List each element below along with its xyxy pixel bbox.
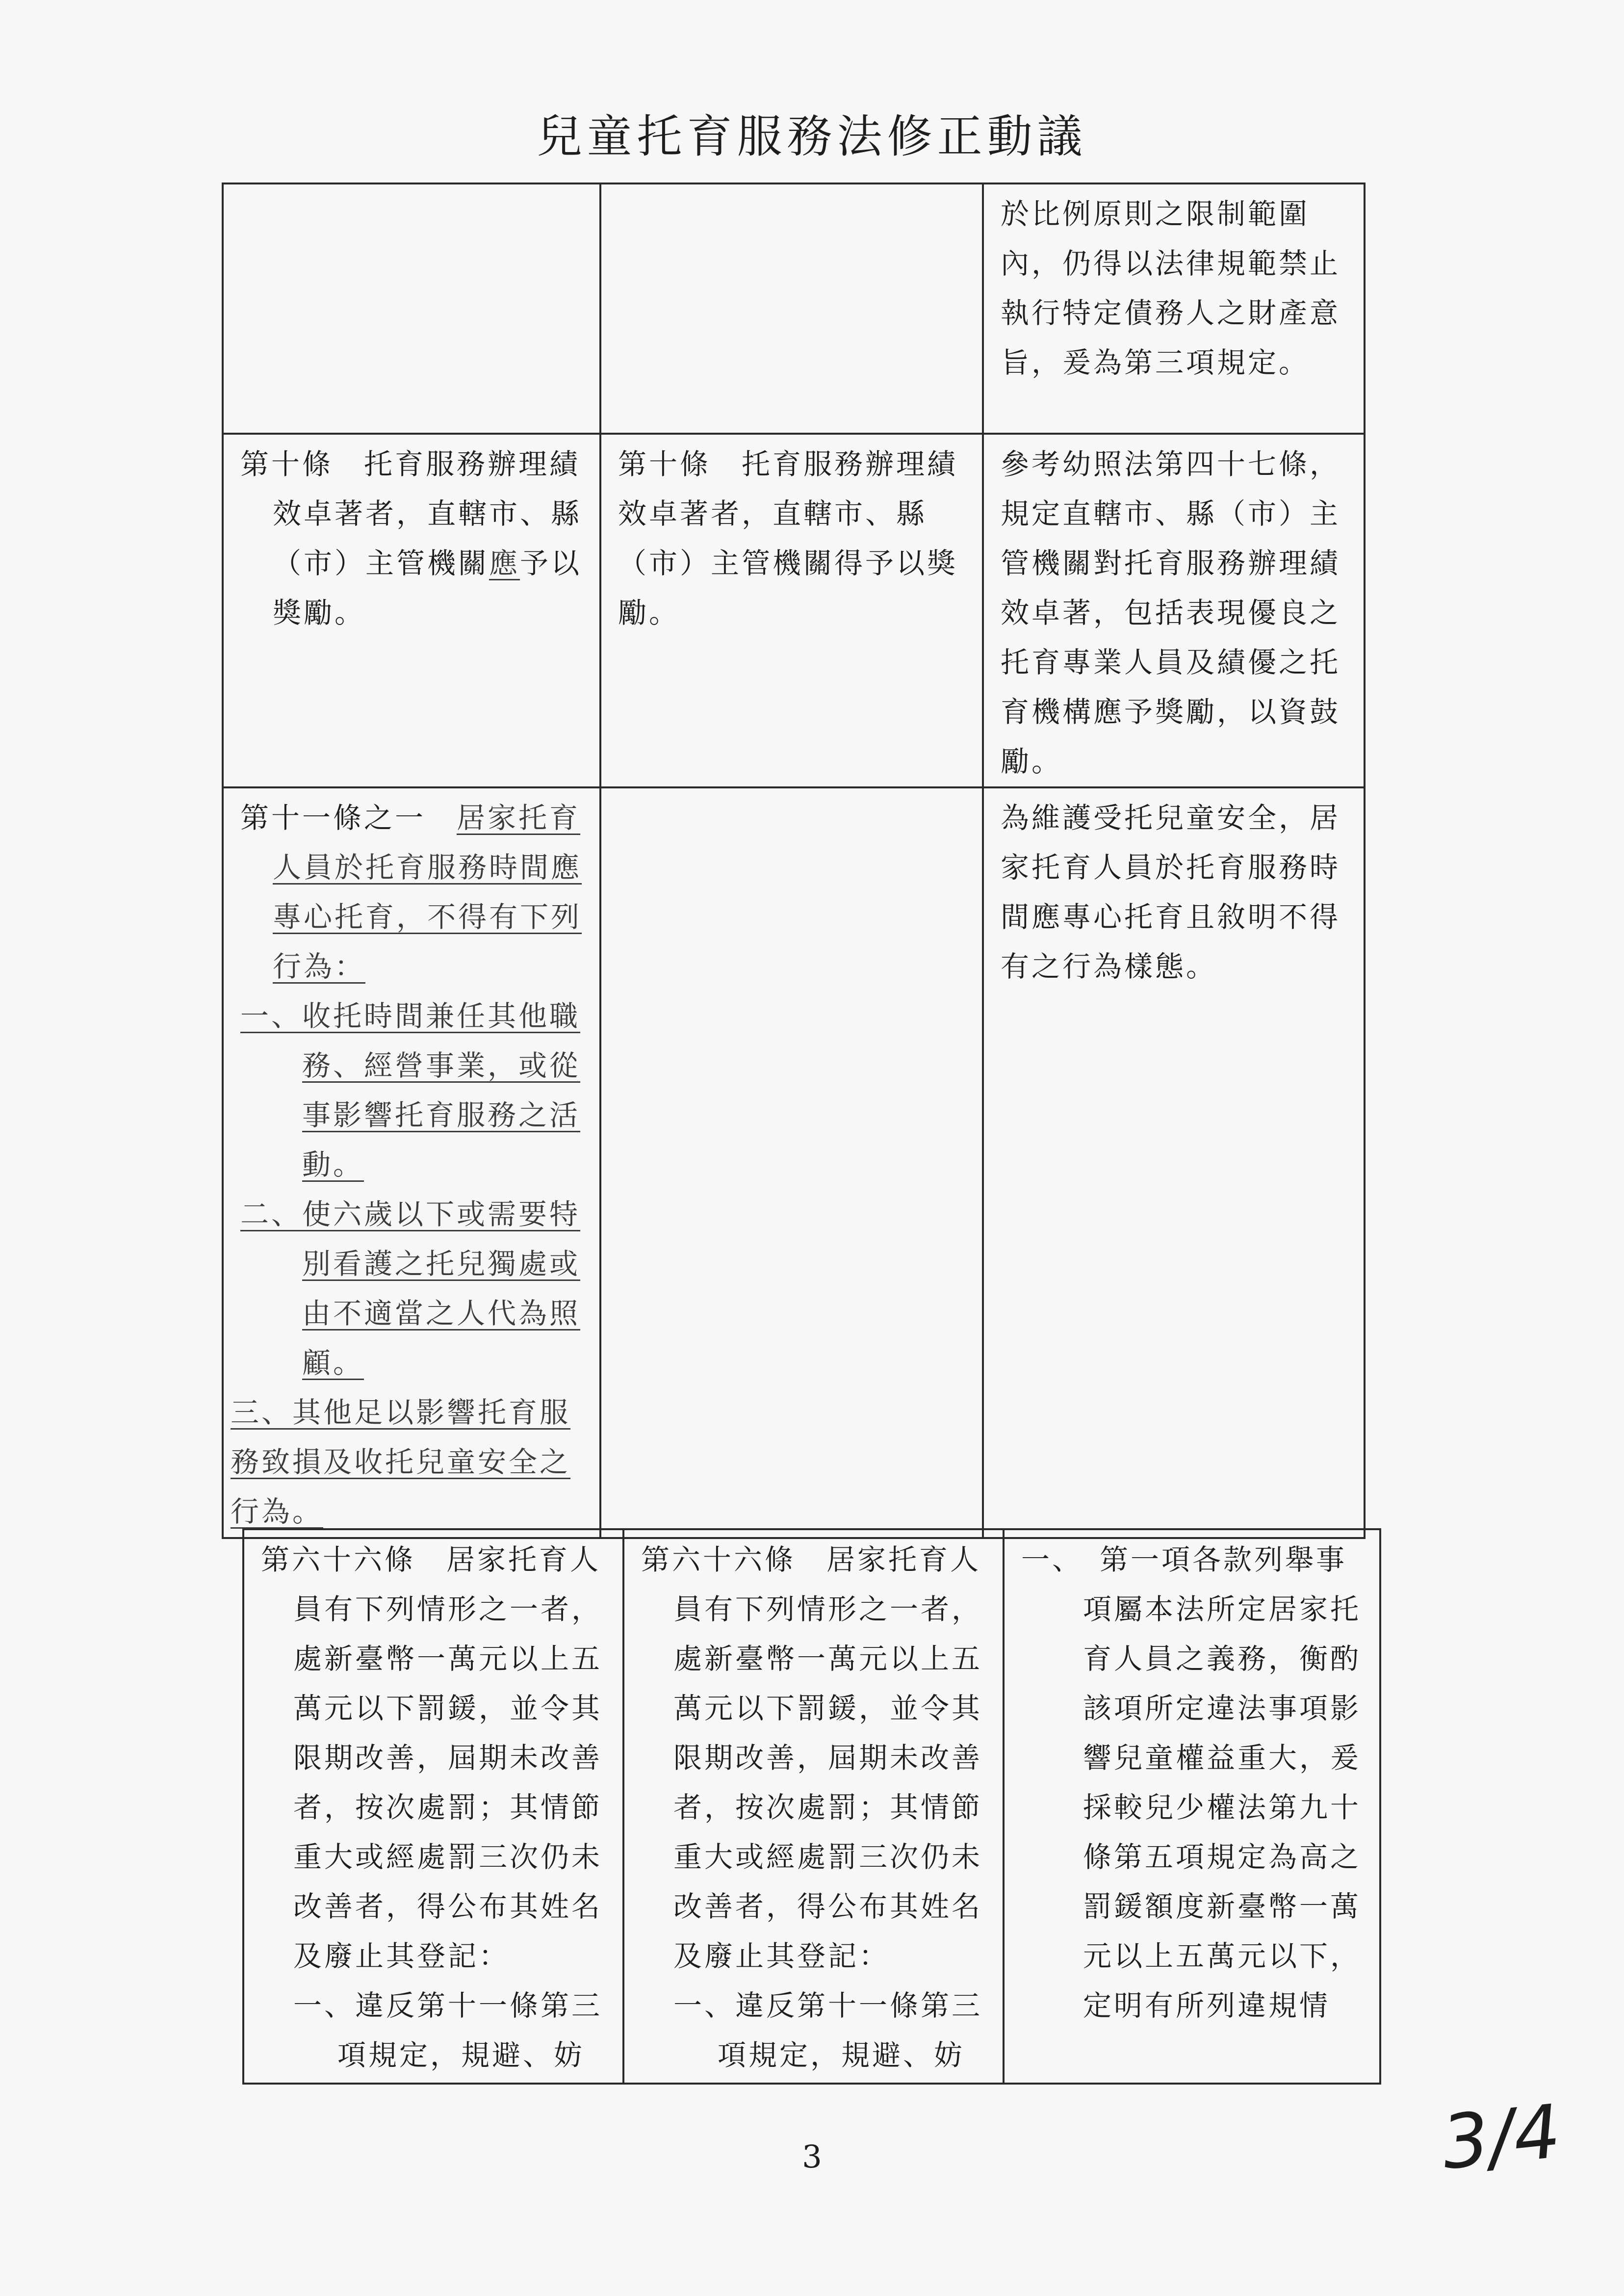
page-number: 3 xyxy=(802,2139,822,2175)
handwritten-page-mark: 3/4 xyxy=(1438,2088,1565,2187)
amended-mark: 應 xyxy=(489,547,520,580)
table-cell xyxy=(623,1529,1004,2084)
table-cell xyxy=(600,434,983,787)
comparison-table-upper xyxy=(222,183,1366,1539)
article-11-1-amended: 第十一條之一 居家托育人員於托育服務時間應專心托育，不得有下列行為： xyxy=(240,801,582,983)
article-66-amended: 第六十六條 居家托育人員有下列情形之一者，處新臺幣一萬元以上五萬元以下罰鍰，並令其限期改善，屆期未改善者，按次處罰；其情節重大或經處罰三次仍未改善者，得公布其姓名及廢止其登記： xyxy=(261,1543,603,1973)
table-row xyxy=(243,1529,1380,2084)
table-row xyxy=(223,434,1365,787)
table-cell xyxy=(223,787,600,1538)
document-title: 兒童托育服務法修正動議 xyxy=(537,110,1087,163)
list-item: 一、違反第十一條第三項規定，規避、妨 xyxy=(293,1989,603,2072)
explanation-text: 參考幼照法第四十七條，規定直轄市、縣（市）主管機關對托育服務辦理績效卓著，包括表現優良之托育專業人員及績優之托育機構應予獎勵，以資鼓勵。 xyxy=(1001,447,1341,778)
comparison-table-lower xyxy=(242,1528,1381,2085)
table-cell xyxy=(600,787,983,1538)
table-cell xyxy=(243,1529,623,2084)
table-cell xyxy=(983,434,1365,787)
article-10-current: 第十條 托育服務辦理績效卓著者，直轄市、縣（市）主管機關得予以獎勵。 xyxy=(618,447,958,629)
table-cell xyxy=(1004,1529,1380,2084)
table-cell xyxy=(600,183,983,434)
table-cell xyxy=(983,183,1365,434)
list-item: 三、其他足以影響托育服務致損及收托兒童安全之行為。 xyxy=(231,1396,571,1528)
table-row xyxy=(223,183,1365,434)
list-item: 二、使六歲以下或需要特別看護之托兒獨處或由不適當之人代為照顧。 xyxy=(240,1198,581,1380)
explanation-text: 為維護受托兒童安全，居家托育人員於托育服務時間應專心托育且敘明不得有之行為樣態。 xyxy=(1001,801,1341,983)
list-item: 一、收托時間兼任其他職務、經營事業，或從事影響托育服務之活動。 xyxy=(240,999,581,1181)
article-10-amended: 第十條 托育服務辦理績效卓著者，直轄市、縣（市）主管機關應予以獎勵。 xyxy=(240,447,582,629)
table-cell xyxy=(983,787,1365,1538)
table-cell xyxy=(223,434,600,787)
list-item: 一、違反第十一條第三項規定，規避、妨 xyxy=(673,1989,983,2072)
explanation-text: 一、 第一項各款列舉事項屬本法所定居家托育人員之義務，衡酌該項所定違法事項影響兒童權益重大，爰採較兒少權法第九十條第五項規定為高之罰鍰額度新臺幣一萬元以上五萬元以下，定明有所列違規情 xyxy=(1021,1543,1362,2022)
table-cell xyxy=(223,183,600,434)
explanation-text: 於比例原則之限制範圍內，仍得以法律規範禁止執行特定債務人之財產意旨，爰為第三項規定。 xyxy=(1001,197,1341,379)
article-66-current: 第六十六條 居家托育人員有下列情形之一者，處新臺幣一萬元以上五萬元以下罰鍰，並令其限期改善，屆期未改善者，按次處罰；其情節重大或經處罰三次仍未改善者，得公布其姓名及廢止其登記： xyxy=(641,1543,983,1973)
table-row xyxy=(223,787,1365,1538)
